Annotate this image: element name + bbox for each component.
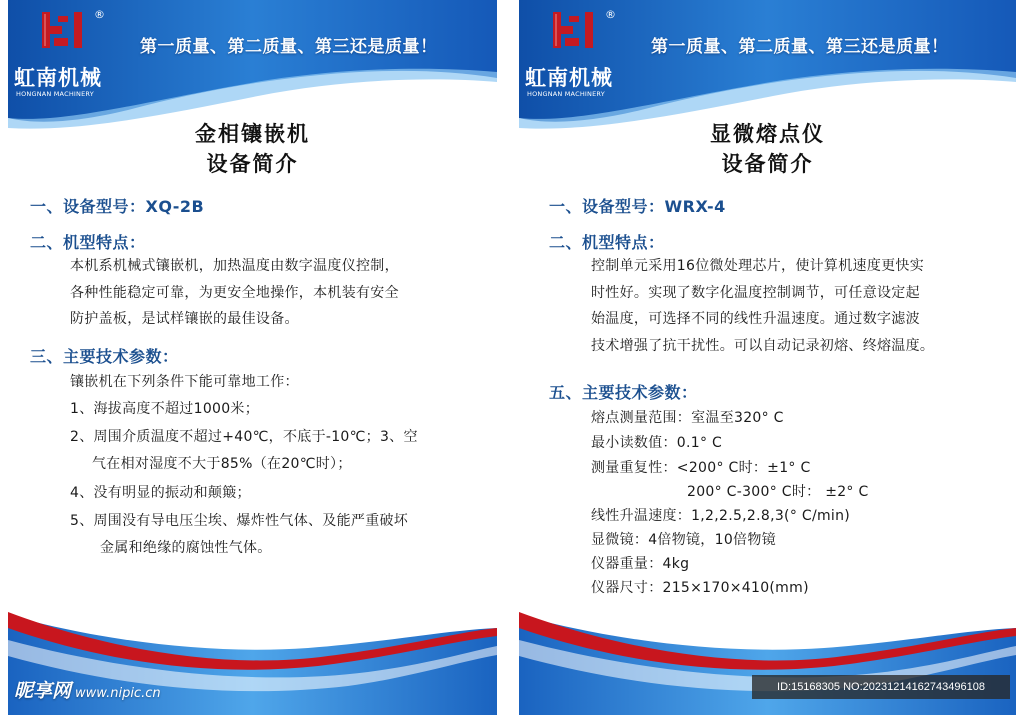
section-model: 一、设备型号：WRX-4 xyxy=(549,197,726,216)
features-line: 始温度，可选择不同的线性升温速度。通过数字滤波 xyxy=(591,311,920,327)
features-line: 各种性能稳定可靠，为更安全地操作，本机装有安全 xyxy=(70,285,399,301)
title-subtitle: 设备简介 xyxy=(206,152,299,176)
specs-line: 金属和绝缘的腐蚀性气体。 xyxy=(100,540,272,556)
registered-mark: ® xyxy=(605,8,616,21)
section-specs: 三、主要技术参数： xyxy=(30,347,179,366)
specs-line: 镶嵌机在下列条件下能可靠地工作： xyxy=(70,374,299,390)
watermark-site: 昵享网 xyxy=(14,680,72,702)
specs-line: 线性升温速度：1,2,2.5,2.8,3(° C/min) xyxy=(591,508,851,524)
site-watermark xyxy=(14,676,161,703)
left-poster xyxy=(8,0,497,715)
features-line: 时性好。实现了数字化温度控制调节，可任意设定起 xyxy=(591,285,920,301)
brand-name-cn: 虹南机械 xyxy=(14,66,102,90)
specs-line: 显微镜：4倍物镜，10倍物镜 xyxy=(591,532,776,548)
features-line: 防护盖板，是试样镶嵌的最佳设备。 xyxy=(70,311,299,327)
right-poster xyxy=(519,0,1016,715)
registered-mark: ® xyxy=(94,8,105,21)
specs-line: 熔点测量范围：室温至320° C xyxy=(591,410,784,426)
specs-line: 气在相对湿度不大于85%（在20℃时）； xyxy=(92,456,352,472)
image-id-label: ID:15168305 NO:20231214162743496108 xyxy=(752,675,1010,699)
hongnan-logo-icon xyxy=(551,8,595,52)
specs-line: 2、周围介质温度不超过+40℃，不底于-10℃；3、空 xyxy=(70,429,418,445)
title-product: 显微熔点仪 xyxy=(710,122,825,146)
section-features: 二、机型特点： xyxy=(549,233,665,252)
brand-name-en: HONGNAN MACHINERY xyxy=(527,90,605,98)
section-specs: 五、主要技术参数： xyxy=(549,383,698,402)
poster-gutter xyxy=(497,0,519,715)
specs-line: 最小读数值：0.1° C xyxy=(591,435,723,451)
specs-line: 5、周围没有导电压尘埃、爆炸性气体、及能严重破坏 xyxy=(70,513,409,529)
slogan: 第一质量、第二质量、第三还是质量！ xyxy=(651,37,949,57)
section-features: 二、机型特点： xyxy=(30,233,146,252)
title-subtitle: 设备简介 xyxy=(721,152,814,176)
specs-line: 测量重复性：<200° C时：±1° C xyxy=(591,460,811,476)
title-product: 金相镶嵌机 xyxy=(195,122,310,146)
section-model: 一、设备型号：XQ-2B xyxy=(30,197,205,216)
hongnan-logo-icon xyxy=(40,8,84,52)
brand-name-cn: 虹南机械 xyxy=(525,66,613,90)
company-logo xyxy=(14,8,124,98)
watermark-url: www.nipic.cn xyxy=(75,686,161,701)
company-logo xyxy=(525,8,635,98)
specs-line: 200° C-300° C时： ±2° C xyxy=(687,484,869,500)
specs-line: 仪器重量：4kg xyxy=(591,556,690,572)
specs-line: 仪器尺寸：215×170×410(mm) xyxy=(591,580,809,596)
slogan: 第一质量、第二质量、第三还是质量！ xyxy=(140,37,438,57)
header-background xyxy=(519,0,1016,715)
brand-name-en: HONGNAN MACHINERY xyxy=(16,90,94,98)
features-line: 技术增强了抗干扰性。可以自动记录初熔、终熔温度。 xyxy=(591,338,935,354)
specs-line: 4、没有明显的振动和颠簸； xyxy=(70,485,251,501)
features-line: 控制单元采用16位微处理芯片，使计算机速度更快实 xyxy=(591,258,925,274)
features-line: 本机系机械式镶嵌机，加热温度由数字温度仪控制， xyxy=(70,258,399,274)
specs-line: 1、海拔高度不超过1000米； xyxy=(70,401,260,417)
